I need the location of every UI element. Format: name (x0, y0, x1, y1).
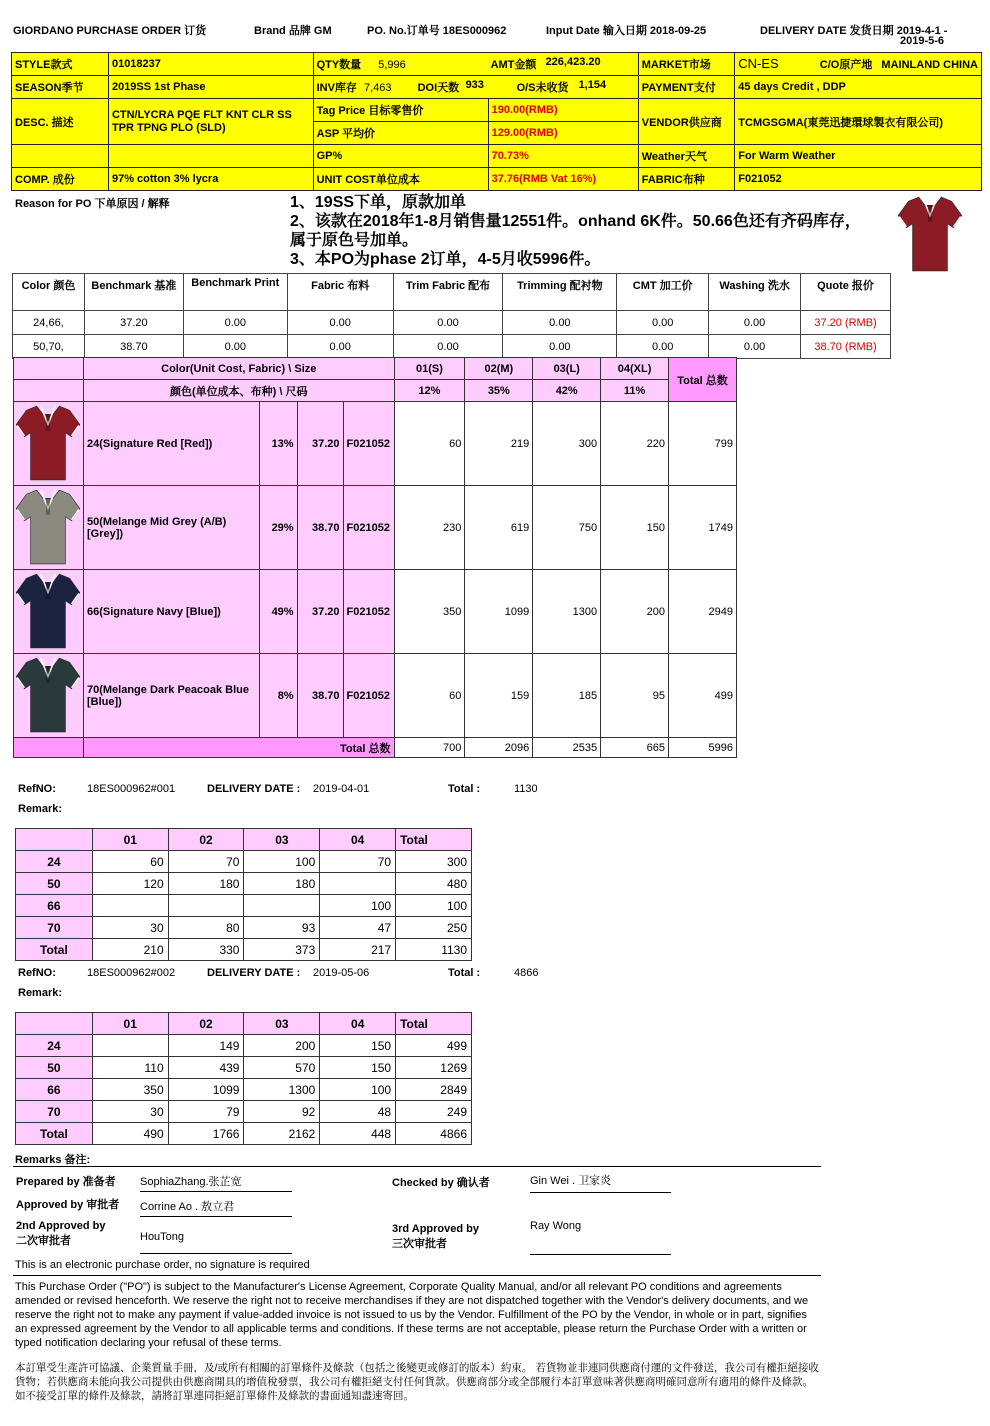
market-value: CN-ES (738, 56, 779, 71)
market-label: MARKET市场 (638, 53, 735, 76)
delivery-qty: 1099 (168, 1079, 244, 1101)
cost-cell: 0.00 (617, 335, 709, 359)
size-qty: 230 (394, 486, 465, 570)
origin-value: MAINLAND CHINA (881, 59, 978, 71)
color-percent: 13% (259, 402, 297, 486)
delivery-qty: 2849 (396, 1079, 472, 1101)
color-swatch-image (14, 486, 84, 570)
cost-cell: 50,70, (13, 335, 85, 359)
delivery-qty: 120 (92, 873, 168, 895)
remark-label: Remark: (18, 803, 63, 815)
color-total: 799 (669, 402, 737, 486)
total-l: 2535 (533, 738, 601, 758)
image-header (14, 358, 84, 380)
delivery-qty: 499 (396, 1035, 472, 1057)
po-info-table (11, 52, 982, 191)
color-swatch-image (14, 654, 84, 738)
delivery-qty: 210 (92, 939, 168, 961)
color-percent: 29% (259, 486, 297, 570)
color-fabric: F021052 (343, 570, 394, 654)
size-qty: 619 (465, 486, 533, 570)
fabric-value: F021052 (735, 168, 982, 191)
reason-label: Reason for PO 下单原因 / 解释 (15, 198, 170, 210)
delivery-qty: 1766 (168, 1123, 244, 1145)
cost-cell: 37.20 (84, 311, 183, 335)
color-fabric: F021052 (343, 402, 394, 486)
delivery-row (16, 1035, 472, 1057)
delivery-qty: 249 (396, 1101, 472, 1123)
origin-label: C/O原产地 (819, 59, 873, 71)
delivery-qty: 439 (168, 1057, 244, 1079)
size-header-l: 03(L) (533, 358, 601, 380)
checked-value: Gin Wei . 卫家炎 (530, 1172, 671, 1193)
size-qty: 159 (465, 654, 533, 738)
delivery-date: DELIVERY DATE 发货日期 2019-4-1 - (760, 25, 948, 37)
po-number: PO. No.订单号 18ES000962 (367, 25, 507, 37)
cost-cell: 0.00 (287, 335, 393, 359)
cost-cell: 38.70 (84, 335, 183, 359)
refno-value: 18ES000962#002 (87, 967, 176, 979)
size-breakdown-table (13, 357, 737, 758)
color-header-zh: 颜色(单位成本、布种) \ 尺码 (83, 380, 394, 402)
shirt-icon (14, 486, 82, 566)
delivery-qty: 250 (396, 917, 472, 939)
input-date: Input Date 输入日期 2018-09-25 (546, 25, 707, 37)
asp-label: ASP 平均价 (313, 122, 488, 145)
reason-text (290, 193, 890, 269)
cost-cell: 0.00 (183, 311, 287, 335)
delivery-qty: 480 (396, 873, 472, 895)
doi-label: DOI天数 (417, 82, 460, 94)
vendor-label: VENDOR供应商 (638, 99, 735, 145)
cost-header-cell: Washing 洗水 (709, 274, 801, 311)
delivery-col-header: 04 (320, 1013, 396, 1035)
inv-label: INV库存 (316, 82, 357, 94)
cost-cell: 0.00 (709, 335, 801, 359)
delivery-qty: 1269 (396, 1057, 472, 1079)
delivery-qty: 100 (320, 1079, 396, 1101)
delivery-total-label: Total : (448, 967, 481, 979)
shirt-icon (14, 654, 82, 734)
delivery-qty: 30 (92, 1101, 168, 1123)
delivery-qty (168, 895, 244, 917)
color-swatch-image (14, 570, 84, 654)
size-header-xl: 04(XL) (601, 358, 669, 380)
style-value: 01018237 (108, 53, 313, 76)
cost-cell: 24,66, (13, 311, 85, 335)
total-xl: 665 (601, 738, 669, 758)
approved-label: Approved by 审批者 (16, 1199, 120, 1211)
qty-amt-cell (313, 53, 638, 76)
size-qty: 60 (394, 654, 465, 738)
terms-english: This Purchase Order ("PO") is subject to the Manufacturer's License Agreement, Corporate Quality Manual, and/or all relevant PO conditions and agreements amended or revised henceforth. We reserve the right not to receive merchandises if they are not dispatched together with the Vendor's delivery documents, and we reserve the right not to make any payment if value-added invoice is not issued to us by the Vendor. Fulfillment of the PO by the Vendor, in whole or in part, signifies an expressed agreement by the Vendor to all applicable terms and conditions. If these terms are not acceptable, please return the Purchase Order with a written or typed notification declaring your refusal of these terms. (15, 1281, 809, 1349)
brand: Brand 品牌 GM (254, 25, 332, 37)
season-label: SEASON季节 (12, 76, 109, 99)
gp-label: GP% (313, 145, 488, 168)
color-row (14, 402, 737, 486)
delivery-qty: 150 (320, 1035, 396, 1057)
prepared-value: SophiaZhang.张芷宽 (140, 1173, 292, 1192)
size-qty: 300 (533, 402, 601, 486)
delivery-row (16, 1057, 472, 1079)
delivery-date-value: 2019-05-06 (313, 967, 370, 979)
delivery-qty: 150 (320, 1057, 396, 1079)
color-swatch-image (14, 402, 84, 486)
delivery-qty: 200 (244, 1035, 320, 1057)
delivery-total-label: Total : (448, 783, 481, 795)
size-qty: 60 (394, 402, 465, 486)
cost-header-cell: Trim Fabric 配布 (393, 274, 503, 311)
fabric-label: FABRIC布种 (638, 168, 735, 191)
delivery-qty: 110 (92, 1057, 168, 1079)
delivery-col-header: 02 (168, 1013, 244, 1035)
delivery-qty: 180 (244, 873, 320, 895)
delivery-row (16, 939, 472, 961)
style-label: STYLE款式 (12, 53, 109, 76)
color-name: 70(Melange Dark Peacoak Blue [Blue]) (83, 654, 259, 738)
second-approved-label (16, 1220, 105, 1248)
ratio-xl: 11% (601, 380, 669, 402)
color-total: 2949 (669, 570, 737, 654)
delivery-col-header: Total (396, 829, 472, 851)
ratio-s: 12% (394, 380, 465, 402)
total-header: Total 总数 (669, 358, 737, 402)
delivery-row (16, 1101, 472, 1123)
delivery-row-label: 24 (16, 1035, 93, 1057)
blank-label (12, 145, 109, 168)
delivery-qty: 373 (244, 939, 320, 961)
total-row-blank (14, 738, 84, 758)
total-s: 700 (394, 738, 465, 758)
delivery-row (16, 895, 472, 917)
shirt-icon (14, 402, 82, 482)
cost-header-cell: Quote 报价 (801, 274, 891, 311)
delivery-col-header: Total (396, 1013, 472, 1035)
doi-value: 933 (465, 79, 484, 91)
delivery-qty: 149 (168, 1035, 244, 1057)
delivery-col-header: 03 (244, 1013, 320, 1035)
prepared-label: Prepared by 准备者 (16, 1176, 116, 1188)
delivery-qty: 60 (92, 851, 168, 873)
size-header-m: 02(M) (465, 358, 533, 380)
tag-label: Tag Price 目标零售价 (313, 99, 488, 122)
delivery-qty: 217 (320, 939, 396, 961)
delivery-qty: 100 (244, 851, 320, 873)
po-title: GIORDANO PURCHASE ORDER 订货 (13, 25, 207, 37)
delivery-qty: 48 (320, 1101, 396, 1123)
remarks-divider (13, 1166, 821, 1167)
ratio-m: 35% (465, 380, 533, 402)
size-qty: 200 (601, 570, 669, 654)
comp-value: 97% cotton 3% lycra (108, 168, 313, 191)
refno-label: RefNO: (18, 783, 56, 795)
grand-total: 5996 (669, 738, 737, 758)
size-qty: 1099 (465, 570, 533, 654)
cost-header-cell: Trimming 配衬物 (503, 274, 617, 311)
delivery-col-header: 02 (168, 829, 244, 851)
delivery-qty: 100 (396, 895, 472, 917)
delivery-qty: 30 (92, 917, 168, 939)
remark-label: Remark: (18, 987, 63, 999)
delivery-1-table (15, 828, 472, 961)
color-unit-cost: 38.70 (297, 486, 343, 570)
delivery-qty: 2162 (244, 1123, 320, 1145)
cost-row (13, 335, 891, 359)
cost-header-cell: Benchmark Print (183, 274, 287, 311)
color-fabric: F021052 (343, 654, 394, 738)
delivery-date-label: DELIVERY DATE : (207, 967, 301, 979)
delivery-row-label: 50 (16, 873, 93, 895)
product-shirt-image (896, 193, 964, 273)
delivery-qty: 1300 (244, 1079, 320, 1101)
inv-value: 7,463 (363, 82, 392, 94)
vendor-value: TCMGSGMA(東莞迅捷環球製衣有限公司) (735, 99, 982, 145)
delivery-qty (92, 895, 168, 917)
payment-value: 45 days Credit , DDP (735, 76, 982, 99)
electronic-note: This is an electronic purchase order, no signature is required (15, 1259, 310, 1271)
gp-value: 70.73% (488, 145, 638, 168)
terms-chinese: 本訂單受生產許可協議、企業質量手冊，及/或所有相關的訂單條件及條款（包括之後變更或修訂的版本）約束。 若貨物並非連同供應商付運的文件發送，我公司有權拒絕接收貨物；若供應商未能向我公司提供由供應商開具的增值稅發票，我公司有權拒絕支付任何貨款。供應商部分或全部履行本訂單意味著供應商明確同意所有適用的條件及條款。如不接受訂單的條件及條款，請將訂單連同拒絕訂單條件及條款的書面通知盡速寄回。 (15, 1362, 819, 1402)
os-value: 1,154 (578, 79, 607, 91)
color-row (14, 486, 737, 570)
delivery-row (16, 917, 472, 939)
delivery-qty: 70 (320, 851, 396, 873)
delivery-total-value: 4866 (514, 967, 539, 979)
delivery-qty: 93 (244, 917, 320, 939)
reason-line-1: 1、19SS下单，原款加单 (290, 194, 467, 211)
size-qty: 350 (394, 570, 465, 654)
cost-cell: 0.00 (709, 311, 801, 335)
delivery-col-header: 01 (92, 1013, 168, 1035)
delivery-qty: 448 (320, 1123, 396, 1145)
size-qty: 185 (533, 654, 601, 738)
color-row (14, 570, 737, 654)
delivery-qty: 570 (244, 1057, 320, 1079)
delivery-qty (92, 1035, 168, 1057)
color-name: 50(Melange Mid Grey (A/B) [Grey]) (83, 486, 259, 570)
cost-cell: 0.00 (183, 335, 287, 359)
delivery-qty: 80 (168, 917, 244, 939)
delivery-qty: 47 (320, 917, 396, 939)
size-qty: 220 (601, 402, 669, 486)
comp-label: COMP. 成份 (12, 168, 109, 191)
delivery-row-label: 50 (16, 1057, 93, 1079)
checked-label: Checked by 确认者 (392, 1177, 490, 1189)
reason-line-3: 属于原色号加单。 (290, 232, 419, 249)
cost-cell: 0.00 (393, 311, 503, 335)
cost-cell: 0.00 (287, 311, 393, 335)
approved-value: Corrine Ao . 敖立君 (140, 1198, 292, 1217)
color-row (14, 654, 737, 738)
tag-value: 190.00(RMB) (488, 99, 638, 122)
delivery-qty (320, 873, 396, 895)
delivery-col-header: 03 (244, 829, 320, 851)
delivery-row-label: 24 (16, 851, 93, 873)
color-unit-cost: 37.20 (297, 570, 343, 654)
season-value: 2019SS 1st Phase (108, 76, 313, 99)
unit-cost-value: 37.76(RMB Vat 16%) (488, 168, 638, 191)
total-row-label: Total 总数 (83, 738, 394, 758)
delivery-qty: 4866 (396, 1123, 472, 1145)
cost-cell: 0.00 (393, 335, 503, 359)
blank-value (108, 145, 313, 168)
refno-label: RefNO: (18, 967, 56, 979)
delivery-corner (16, 1013, 93, 1035)
color-unit-cost: 38.70 (297, 654, 343, 738)
second-approved-label-en: 2nd Approved by (16, 1220, 106, 1232)
asp-value: 129.00(RMB) (488, 122, 638, 145)
delivery-col-header: 01 (92, 829, 168, 851)
third-approved-label-zh: 三次审批者 (392, 1238, 447, 1250)
third-approved-label (392, 1223, 479, 1251)
delivery-row-label: Total (16, 1123, 93, 1145)
delivery-date-value: 2019-04-01 (313, 783, 370, 795)
delivery-row (16, 1123, 472, 1145)
size-qty: 1300 (533, 570, 601, 654)
cost-cell: 0.00 (617, 311, 709, 335)
delivery-qty: 180 (168, 873, 244, 895)
delivery-qty: 300 (396, 851, 472, 873)
cost-row (13, 311, 891, 335)
refno-value: 18ES000962#001 (87, 783, 176, 795)
delivery-row (16, 851, 472, 873)
delivery-row-label: 70 (16, 917, 93, 939)
delivery-qty: 100 (320, 895, 396, 917)
color-total: 499 (669, 654, 737, 738)
delivery-row-label: Total (16, 939, 93, 961)
ratio-l: 42% (533, 380, 601, 402)
size-qty: 219 (465, 402, 533, 486)
weather-value: For Warm Weather (735, 145, 982, 168)
qty-value: 5,996 (378, 59, 406, 71)
color-percent: 8% (259, 654, 297, 738)
second-approved-value: HouTong (140, 1231, 292, 1254)
third-approved-value: Ray Wong (530, 1220, 671, 1255)
reason-line-4: 3、本PO为phase 2订单，4-5月收5996件。 (290, 251, 601, 268)
delivery-date-end: 2019-5-6 (900, 35, 945, 47)
payment-label: PAYMENT支付 (638, 76, 735, 99)
total-m: 2096 (465, 738, 533, 758)
size-qty: 150 (601, 486, 669, 570)
size-header-s: 01(S) (394, 358, 465, 380)
delivery-qty: 1130 (396, 939, 472, 961)
terms-divider (13, 1275, 821, 1276)
delivery-qty: 490 (92, 1123, 168, 1145)
qty-label: QTY数量 (316, 59, 362, 71)
cost-header-cell: Color 颜色 (13, 274, 85, 311)
second-approved-label-zh: 二次审批者 (16, 1235, 71, 1247)
cost-cell: 38.70 (RMB) (801, 335, 891, 359)
reason-line-2: 2、该款在2018年1-8月销售量12551件。onhand 6K件。50.66色还有齐码库存， (290, 213, 861, 230)
cost-header-cell: Fabric 布料 (287, 274, 393, 311)
delivery-row (16, 873, 472, 895)
delivery-qty (244, 895, 320, 917)
delivery-col-header: 04 (320, 829, 396, 851)
desc-label: DESC. 描述 (12, 99, 109, 145)
color-name: 24(Signature Red [Red]) (83, 402, 259, 486)
size-qty: 95 (601, 654, 669, 738)
size-qty: 750 (533, 486, 601, 570)
delivery-qty: 79 (168, 1101, 244, 1123)
color-unit-cost: 37.20 (297, 402, 343, 486)
cost-table (12, 273, 891, 359)
os-label: O/S未收货 (516, 82, 569, 94)
inv-cell (313, 76, 638, 99)
desc-value: CTN/LYCRA PQE FLT KNT CLR SS TPR TPNG PLO (SLD) (108, 99, 313, 145)
delivery-2-table (15, 1012, 472, 1145)
delivery-row-label: 66 (16, 895, 93, 917)
amt-value: 226,423.20 (545, 56, 601, 68)
delivery-total-value: 1130 (514, 783, 538, 795)
delivery-row-label: 66 (16, 1079, 93, 1101)
delivery-date-label: DELIVERY DATE : (207, 783, 301, 795)
cost-cell: 0.00 (503, 335, 617, 359)
cost-cell: 37.20 (RMB) (801, 311, 891, 335)
color-header-en: Color(Unit Cost, Fabric) \ Size (83, 358, 394, 380)
weather-label: Weather天气 (638, 145, 735, 168)
cost-header-cell: Benchmark 基准 (84, 274, 183, 311)
delivery-qty: 70 (168, 851, 244, 873)
cost-header-cell: CMT 加工价 (617, 274, 709, 311)
market-cell (735, 53, 982, 76)
delivery-row (16, 1079, 472, 1101)
amt-label: AMT金额 (490, 59, 537, 71)
cost-cell: 0.00 (503, 311, 617, 335)
color-percent: 49% (259, 570, 297, 654)
shirt-icon (14, 570, 82, 650)
color-name: 66(Signature Navy [Blue]) (83, 570, 259, 654)
delivery-corner (16, 829, 93, 851)
color-total: 1749 (669, 486, 737, 570)
color-fabric: F021052 (343, 486, 394, 570)
delivery-qty: 92 (244, 1101, 320, 1123)
delivery-qty: 350 (92, 1079, 168, 1101)
remarks-label: Remarks 备注: (15, 1154, 91, 1166)
third-approved-label-en: 3rd Approved by (392, 1223, 479, 1235)
image-header-2 (14, 380, 84, 402)
delivery-qty: 330 (168, 939, 244, 961)
unit-cost-label: UNIT COST单位成本 (313, 168, 488, 191)
delivery-row-label: 70 (16, 1101, 93, 1123)
